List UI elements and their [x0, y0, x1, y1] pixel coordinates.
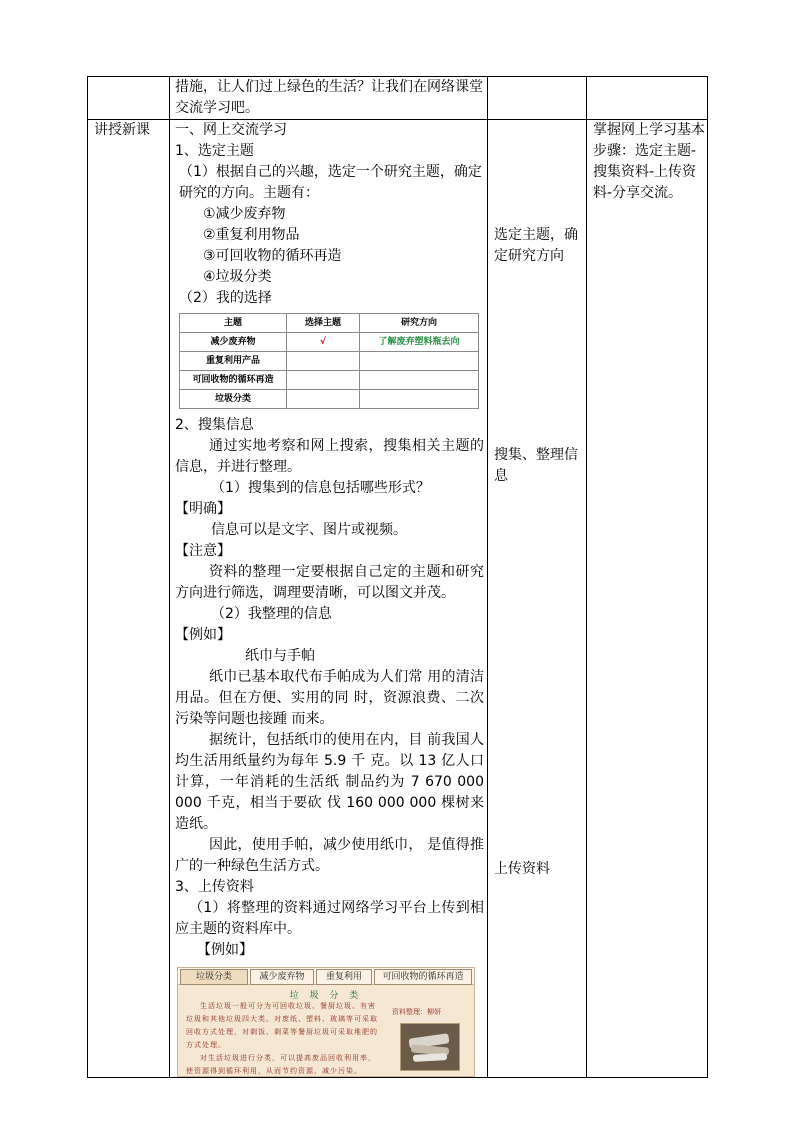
row-topic: 重复利用产品 — [180, 352, 287, 371]
header-direction: 研究方向 — [360, 314, 479, 333]
example-paragraph-1: 纸巾已基本取代布手帕成为人们常 用的清洁用品。但在方便、实用的同 时，资源浪费、二次污染等问题也接踵 而来。 — [175, 669, 484, 727]
example-tab: 可回收物的循环再造 — [374, 969, 472, 985]
cell-intro-content — [170, 77, 488, 120]
row-selected — [287, 390, 360, 409]
example-paragraph-3: 因此，使用手帕，减少使用纸巾， 是值得推广的一种绿色生活方式。 — [175, 837, 484, 874]
cell-intro-student — [488, 77, 587, 120]
intro-line-1: 措施，让人们过上绿色的生活？让我们在网络课堂 — [175, 79, 483, 95]
para-3: （1）将整理的资料通过网络学习平台上传到相应主题的资料库中。 — [175, 900, 484, 937]
example-label: 【例如】 — [175, 627, 231, 643]
topic-item: ②重复利用物品 — [203, 227, 300, 243]
section-2-heading: 2、搜集信息 — [175, 417, 254, 433]
row-topic: 可回收物的循环再造 — [180, 371, 287, 390]
topic-item: ④垃圾分类 — [203, 269, 272, 285]
example-title: 纸巾与手帕 — [245, 648, 315, 664]
para-2: 通过实地考察和网上搜索，搜集相关主题的信息，并进行整理。 — [175, 438, 484, 475]
activity-3: 上传资料 — [494, 861, 550, 877]
cell-intro-intent — [587, 77, 708, 120]
row-direction: 了解废弃塑料瓶去向 — [360, 333, 479, 352]
example-label-2: 【例如】 — [197, 942, 253, 958]
section-3-heading: 3、上传资料 — [175, 879, 254, 895]
row-topic: 减少废弃物 — [180, 333, 287, 352]
row-direction — [360, 352, 479, 371]
section-1-1-heading: 1、选定主题 — [175, 143, 254, 159]
cell-intro-stage — [88, 77, 170, 120]
activity-1: 选定主题，确定研究方向 — [494, 227, 578, 264]
example-image-title: 垃 圾 分 类 — [289, 991, 363, 1001]
header-topic: 主题 — [180, 314, 287, 333]
table-row — [180, 390, 479, 409]
topic-item: ③可回收物的循环再造 — [203, 248, 342, 264]
cell-stage — [88, 120, 170, 1078]
example-image-credit: 资料整理：柳妍 — [392, 1008, 441, 1016]
example-image-body — [186, 1000, 382, 1077]
example-image-body-1: 生活垃圾一般可分为可回收垃圾、餐厨垃圾、有害垃圾和其他垃圾四大类。对废纸、塑料、玻璃等可采取回收方式处理，对剩饭、剩菜等餐厨垃圾可采取堆肥的方式处理。 — [186, 1002, 378, 1049]
cell-teaching-content — [170, 120, 488, 1078]
table-row — [180, 371, 479, 390]
activity-2: 搜集、整理信息 — [494, 447, 578, 484]
lesson-plan-table — [87, 76, 708, 1078]
table-row — [180, 333, 479, 352]
note-label: 【注意】 — [175, 543, 231, 559]
table-row-main — [88, 120, 708, 1078]
my-choice-heading: （2）我的选择 — [179, 290, 272, 306]
topic-item: ①减少废弃物 — [203, 206, 286, 222]
note-text: 资料的整理一定要根据自己定的主题和研究方向进行筛选，调理要清晰，可以图文并茂。 — [175, 564, 484, 601]
clarify-text: 信息可以是文字、图片或视频。 — [211, 522, 407, 538]
intro-line-2: 交流学习吧。 — [175, 100, 259, 116]
choice-table-header — [180, 314, 479, 333]
example-tab: 垃圾分类 — [180, 969, 248, 985]
example-tab-bar — [178, 968, 474, 985]
example-paragraph-2: 据统计，包括纸巾的使用在内，目 前我国人均生活用纸量约为每年 5.9 千 克。以 13 亿人口计算，一年消耗的生活纸 制品约为 7 670 000 000 千克，相当于要砍 伐 160 000 000 棵树来造纸。 — [175, 732, 484, 832]
tissue-photo — [400, 1023, 460, 1071]
design-intent-text: 掌握网上学习基本步骤：选定主题-搜集资料-上传资料-分享交流。 — [593, 122, 705, 201]
upload-example-image — [177, 967, 475, 1077]
row-direction — [360, 371, 479, 390]
cell-student-activity — [488, 120, 587, 1078]
row-checkmark: √ — [287, 333, 360, 352]
choice-table — [179, 313, 479, 409]
table-row — [180, 352, 479, 371]
header-selected: 选择主题 — [287, 314, 360, 333]
row-selected — [287, 352, 360, 371]
row-direction — [360, 390, 479, 409]
para-1-line-1: （1）根据自己的兴趣，选定一个研究主题，确定 — [179, 164, 482, 180]
cell-design-intent — [587, 120, 708, 1078]
question-2: （2）我整理的信息 — [211, 606, 332, 622]
example-tab: 重复利用 — [316, 969, 372, 985]
section-1-heading: 一、网上交流学习 — [175, 122, 287, 138]
example-image-body-2: 对生活垃圾进行分类，可以提高废品回收利用率，使资源得到循环利用，从而节约资源，减少污染。 — [186, 1054, 376, 1075]
para-1-line-2: 研究的方向。主题有： — [179, 185, 319, 201]
row-topic: 垃圾分类 — [180, 390, 287, 409]
clarify-label: 【明确】 — [175, 501, 231, 517]
example-tab: 减少废弃物 — [250, 969, 314, 985]
table-row-intro — [88, 77, 708, 120]
question-1: （1）搜集到的信息包括哪些形式？ — [211, 480, 430, 496]
row-selected — [287, 371, 360, 390]
stage-label: 讲授新课 — [94, 122, 150, 138]
